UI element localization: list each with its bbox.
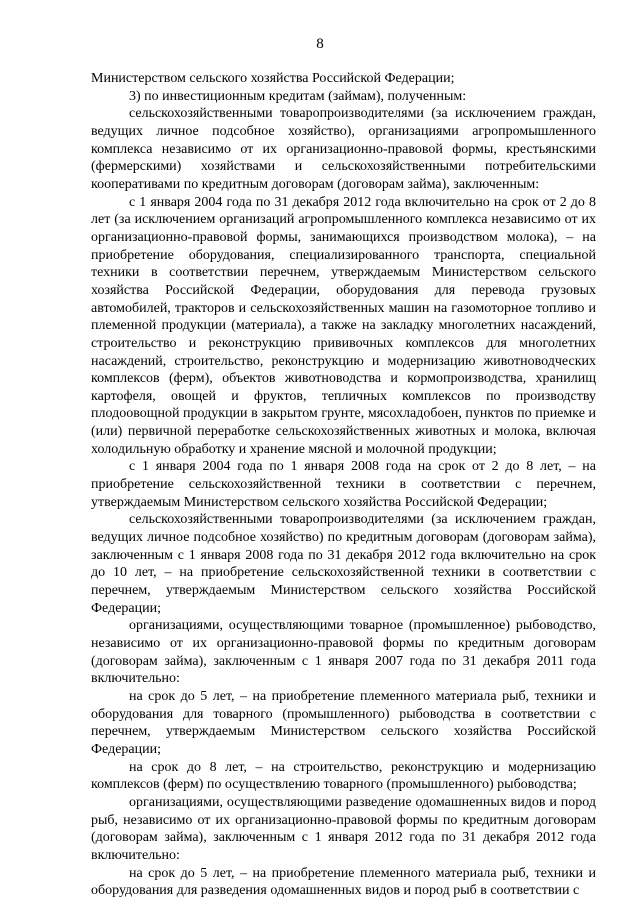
paragraph: с 1 января 2004 года по 31 декабря 2012 года включительно на срок от 2 до 8 лет (за исключением организаций агропромышленного комплекса независимо от их организационно-правовой формы, занимающихся производством молока), – на приобретение оборудования, специализированного транспорта, специальной техники в соответствии перечнем, утверждаемым Министерством сельского хозяйства Российской Федерации, оборудования для перевода грузовых автомобилей, тракторов и сельскохозяйственных машин на газомоторное топливо и племенной продукции (материала), а также на закладку многолетних насаждений, строительство и реконструкцию прививочных комплексов для многолетних насаждений, строительство, реконструкцию и модернизацию животноводческих комплексов (ферм), объектов животноводства и кормопроизводства, хранилищ картофеля, овощей и фруктов, тепличных комплексов по производству плодоовощной продукции в закрытом грунте, мясохладобоен, пунктов по приемке и (или) первичной переработке сельскохозяйственных животных и молока, включая холодильную обработку и хранение мясной и молочной продукции; — [91, 194, 596, 457]
paragraph: организациями, осуществляющими разведение одомашненных видов и пород рыб, независимо от их организационно-правовой формы по кредитным договорам (договорам займа), заключенным с 1 января 2012 года по 31 декабря 2012 года включительно: — [91, 794, 596, 863]
paragraph: Министерством сельского хозяйства Российской Федерации; — [91, 71, 455, 86]
paragraph: на срок до 5 лет, – на приобретение племенного материала рыб, техники и оборудования для разведения одомашненных видов и пород рыб в соответствии с — [91, 865, 596, 899]
paragraph: с 1 января 2004 года по 1 января 2008 года на срок от 2 до 8 лет, – на приобретение сельскохозяйственной техники в соответствии с перечнем, утверждаемым Министерством сельского хозяйства Российской Федерации; — [91, 459, 596, 510]
page-number: 8 — [316, 36, 324, 52]
paragraph: на срок до 8 лет, – на строительство, реконструкцию и модернизацию комплексов (ферм) по осуществлению товарного (промышленного) рыбоводства; — [91, 759, 596, 793]
paragraph: на срок до 5 лет, – на приобретение племенного материала рыб, техники и оборудования для товарного (промышленного) рыбоводства в соответствии с перечнем, утверждаемым Министерством сельского хозяйства Российской Федерации; — [91, 688, 596, 757]
document-body — [91, 70, 596, 900]
paragraph: организациями, осуществляющими товарное (промышленное) рыбоводство, независимо от их организационно-правовой формы по кредитным договорам (договорам займа), заключенным с 1 января 2007 года по 31 декабря 2011 года включительно: — [91, 618, 596, 687]
paragraph: сельскохозяйственными товаропроизводителями (за исключением граждан, ведущих личное подсобное хозяйство) по кредитным договорам (договорам займа), заключенным с 1 января 2008 года по 31 декабря 2012 года включительно на срок до 10 лет, – на приобретение сельскохозяйственной техники в соответствии с перечнем, утверждаемым Министерством сельского хозяйства Российской Федерации; — [91, 512, 596, 616]
paragraph: 3) по инвестиционным кредитам (займам), полученным: — [129, 88, 467, 104]
paragraph: сельскохозяйственными товаропроизводителями (за исключением граждан, ведущих личное подсобное хозяйство), организациями агропромышленного комплекса независимо от их организационно-правовой формы, крестьянскими (фермерскими) хозяйствами и сельскохозяйственными потребительскими кооперативами по кредитным договорам (договорам займа), заключенным: — [91, 106, 596, 192]
